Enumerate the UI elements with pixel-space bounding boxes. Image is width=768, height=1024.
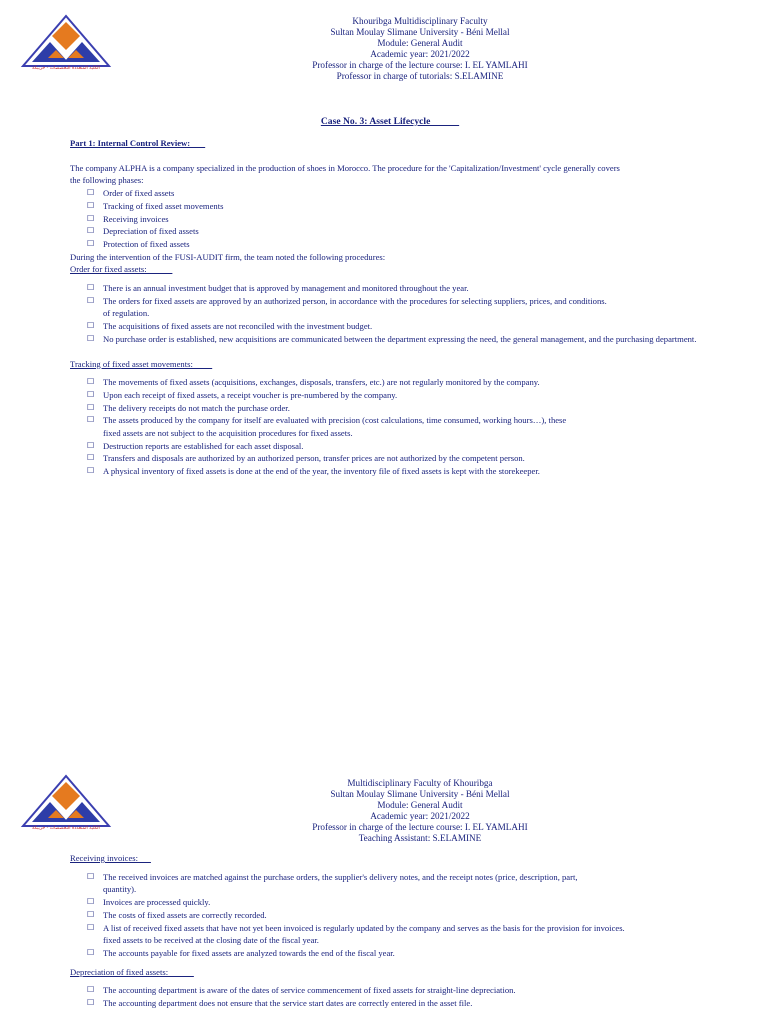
square-bullet-icon: ☐ [87,922,95,932]
square-bullet-icon: ☐ [87,200,95,210]
square-bullet-icon: ☐ [87,998,95,1008]
list-item: ☐ The costs of fixed assets are correctly recorded. [87,909,267,920]
list-item: ☐ A list of received fixed assets that have not yet been invoiced is regularly updated by the company and serves as the basis for the provision for invoices. fixed assets to be received at the closing date of the fiscal year. [87,922,625,946]
list-item: ☐ Order of fixed assets [87,188,175,199]
order-list [70,282,720,346]
square-bullet-icon: ☐ [87,871,95,881]
tracking-list [70,376,720,478]
square-bullet-icon: ☐ [87,333,95,343]
part-1-title: Part 1: Internal Control Review: [70,138,206,148]
list-item: ☐ The delivery receipts do not match the purchase order. [87,402,290,413]
intro-paragraph-line-1: The company ALPHA is a company specialized in the production of shoes in Morocco. The procedure for the 'Capitalization/Investment' cycle generally covers [70,162,620,173]
header-teaching-assistant: Teaching Assistant: S.ELAMINE [358,833,482,843]
square-bullet-icon: ☐ [87,188,95,198]
header-faculty: Khouribga Multidisciplinary Faculty [352,16,488,26]
phases-list [70,187,720,251]
square-bullet-icon: ☐ [87,377,95,387]
list-item: ☐ The received invoices are matched against the purchase orders, the supplier's delivery notes, and the receipt notes (price, description, part, quantity). [87,871,578,895]
case-title: Case No. 3: Asset Lifecycle [320,116,460,127]
list-item: ☐ Depreciation of fixed assets [87,226,199,237]
header-module: Module: General Audit [377,800,463,810]
faculty-logo-icon [20,772,112,828]
document-body [70,852,720,1010]
square-bullet-icon: ☐ [87,415,95,425]
header-lecture-professor: Professor in charge of the lecture course: I. EL YAMLAHI [312,822,528,832]
list-item: ☐ A physical inventory of fixed assets is done at the end of the year, the inventory file of fixed assets is kept with the storekeeper. [87,466,540,477]
square-bullet-icon: ☐ [87,897,95,907]
header-academic-year: Academic year: 2021/2022 [370,49,470,59]
square-bullet-icon: ☐ [87,453,95,463]
depreciation-section-title: Depreciation of fixed assets: [70,966,194,977]
header-faculty: Multidisciplinary Faculty of Khouribga [347,778,493,788]
square-bullet-icon: ☐ [87,295,95,305]
tracking-section-title: Tracking of fixed asset movements: [70,358,213,369]
receiving-list [70,871,720,960]
square-bullet-icon: ☐ [87,283,95,293]
intervention-paragraph: During the intervention of the FUSI-AUDIT firm, the team noted the following procedures: [70,251,386,262]
list-item: ☐ Destruction reports are established for each asset disposal. [87,440,304,451]
faculty-logo [20,772,112,836]
list-item: ☐ Tracking of fixed asset movements [87,200,224,211]
square-bullet-icon: ☐ [87,226,95,236]
list-item: ☐ The accounting department does not ensure that the service start dates are correctly entered in the asset file. [87,998,473,1009]
square-bullet-icon: ☐ [87,909,95,919]
list-item: ☐ The accounting department is aware of the dates of service commencement of fixed assets for straight-line depreciation. [87,985,516,996]
list-item: ☐ The accounts payable for fixed assets are analyzed towards the end of the fiscal year. [87,947,395,958]
page-header [250,16,590,82]
list-item: ☐ Protection of fixed assets [87,238,190,249]
order-section-title: Order for fixed assets: [70,264,173,275]
list-item: ☐ Invoices are processed quickly. [87,897,211,908]
list-item: ☐ No purchase order is established, new acquisitions are communicated between the department expressing the need, the general management, and the purchasing department. [87,333,697,344]
intro-paragraph-line-2: the following phases: [70,175,144,186]
header-academic-year: Academic year: 2021/2022 [370,811,470,821]
logo-caption: الكلية المتعددة التخصصات - خريبكة [32,66,100,71]
logo-caption: الكلية المتعددة التخصصات - خريبكة [32,826,100,831]
document-page-2 [0,760,768,1024]
header-lecture-professor: Professor in charge of the lecture course: I. EL YAMLAHI [312,60,528,70]
header-university: Sultan Moulay Slimane University - Béni Mellal [330,789,510,799]
square-bullet-icon: ☐ [87,440,95,450]
list-item: ☐ The acquisitions of fixed assets are not reconciled with the investment budget. [87,321,373,332]
square-bullet-icon: ☐ [87,985,95,995]
faculty-logo [20,12,112,76]
list-item: ☐ Receiving invoices [87,213,169,224]
square-bullet-icon: ☐ [87,402,95,412]
faculty-logo-icon [20,12,112,68]
list-item: ☐ The movements of fixed assets (acquisitions, exchanges, disposals, transfers, etc.) are not regularly monitored by the company. [87,377,540,388]
header-module: Module: General Audit [377,38,463,48]
list-item: ☐ The assets produced by the company for itself are evaluated with precision (cost calculations, time consumed, working hours…), these fixed assets are not subject to the acquisition procedures for fixed assets. [87,415,567,439]
page-header [250,778,590,844]
document-body [70,137,720,478]
square-bullet-icon: ☐ [87,213,95,223]
list-item: ☐ The orders for fixed assets are approved by an authorized person, in accordance with the procedures for selecting suppliers, prices, and conditions. of regulation. [87,295,607,319]
receiving-section-title: Receiving invoices: [70,853,151,863]
depreciation-list [70,984,720,1009]
square-bullet-icon: ☐ [87,947,95,957]
square-bullet-icon: ☐ [87,321,95,331]
header-university: Sultan Moulay Slimane University - Béni Mellal [330,27,510,37]
list-item: ☐ Transfers and disposals are authorized by an authorized person, transfer prices are not authorized by the competent person. [87,453,525,464]
square-bullet-icon: ☐ [87,238,95,248]
square-bullet-icon: ☐ [87,466,95,476]
list-item: ☐ There is an annual investment budget that is approved by management and monitored throughout the year. [87,283,469,294]
list-item: ☐ Upon each receipt of fixed assets, a receipt voucher is pre-numbered by the company. [87,389,398,400]
header-tutorial-professor: Professor in charge of tutorials: S.ELAMINE [336,71,504,81]
square-bullet-icon: ☐ [87,389,95,399]
